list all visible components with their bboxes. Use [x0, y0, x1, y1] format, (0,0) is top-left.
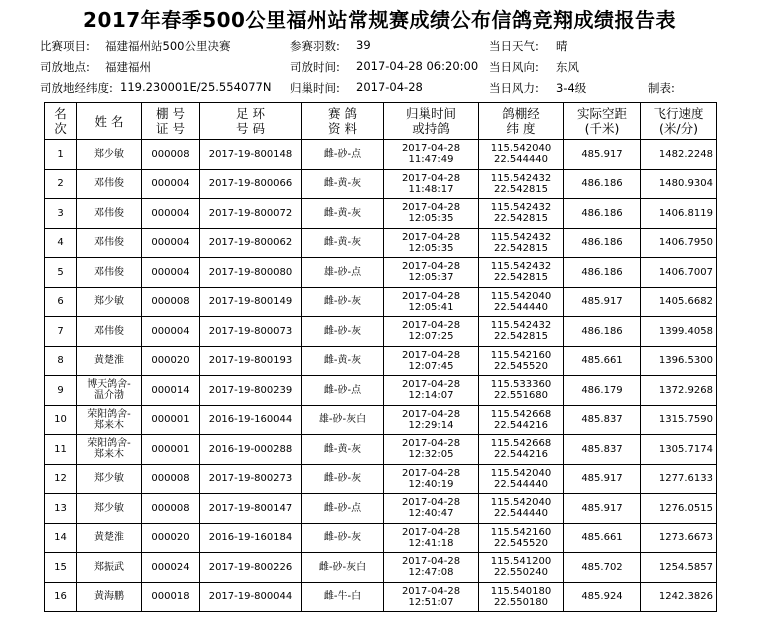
- col-header-name: 姓 名: [77, 103, 142, 140]
- table-row: [45, 346, 717, 376]
- speed-cell: 1273.6673: [641, 523, 717, 553]
- name-cell: 邓伟俊: [77, 169, 142, 199]
- table-row: [45, 494, 717, 524]
- col-header-cert: 棚 号 证 号: [142, 103, 200, 140]
- ring-cell: 2017-19-800148: [200, 140, 302, 170]
- table-row: [45, 376, 717, 406]
- speed-cell: 1315.7590: [641, 405, 717, 435]
- ring-cell: 2017-19-800149: [200, 287, 302, 317]
- ring-cell: 2017-19-800239: [200, 376, 302, 406]
- name-cell: 郑少敏: [77, 494, 142, 524]
- rank-cell: 13: [45, 494, 77, 524]
- rank-cell: 7: [45, 317, 77, 347]
- table-row: [45, 317, 717, 347]
- cert-cell: 000024: [142, 553, 200, 583]
- name-cell: 邓伟俊: [77, 258, 142, 288]
- name-cell: 郑少敏: [77, 140, 142, 170]
- weather-value: 晴: [556, 39, 568, 53]
- table-row: [45, 169, 717, 199]
- wind-force-label: 当日风力:: [489, 81, 539, 95]
- ring-cell: 2017-19-800226: [200, 553, 302, 583]
- race-info-row-1: [0, 36, 759, 57]
- pigeon-cell: 雄-砂-点: [302, 258, 384, 288]
- rank-cell: 10: [45, 405, 77, 435]
- release-coords-value: 119.230001E/25.554077N: [120, 80, 272, 94]
- pigeon-cell: 雄-砂-灰白: [302, 405, 384, 435]
- race-info-row-2: [0, 57, 759, 78]
- pigeon-cell: 雌-砂-点: [302, 376, 384, 406]
- speed-cell: 1254.5857: [641, 553, 717, 583]
- wind-direction-label: 当日风向:: [489, 60, 539, 74]
- race-info: [0, 36, 759, 99]
- rank-cell: 15: [45, 553, 77, 583]
- ring-cell: 2017-19-800080: [200, 258, 302, 288]
- distance-cell: 486.179: [564, 376, 641, 406]
- col-header-time: 归巢时间 或持鸽: [384, 103, 479, 140]
- pigeon-cell: 雌-砂-灰: [302, 317, 384, 347]
- speed-cell: 1406.8119: [641, 199, 717, 229]
- return-time-cell: 2017-04-28 12:07:25: [384, 317, 479, 347]
- speed-cell: 1406.7950: [641, 228, 717, 258]
- return-time-cell: 2017-04-28 11:48:17: [384, 169, 479, 199]
- ring-cell: 2016-19-160044: [200, 405, 302, 435]
- col-header-speed: 飞行速度 (米/分): [641, 103, 717, 140]
- col-header-pigeon: 赛 鸽 资 料: [302, 103, 384, 140]
- distance-cell: 486.186: [564, 228, 641, 258]
- ring-cell: 2017-19-800147: [200, 494, 302, 524]
- name-cell: 博天鸽舍- 温介渤: [77, 376, 142, 406]
- speed-cell: 1406.7007: [641, 258, 717, 288]
- cert-cell: 000014: [142, 376, 200, 406]
- rank-cell: 4: [45, 228, 77, 258]
- cert-cell: 000008: [142, 494, 200, 524]
- pigeon-cell: 雌-砂-点: [302, 140, 384, 170]
- cert-cell: 000008: [142, 140, 200, 170]
- report-title: 2017年春季500公里福州站常规赛成绩公布信鸽竞翔成绩报告表: [83, 8, 676, 32]
- cert-cell: 000001: [142, 435, 200, 465]
- speed-cell: 1396.5300: [641, 346, 717, 376]
- distance-cell: 485.661: [564, 523, 641, 553]
- return-time-cell: 2017-04-28 12:05:35: [384, 228, 479, 258]
- event-value: 福建福州站500公里决赛: [105, 39, 231, 53]
- name-cell: 郑少敏: [77, 287, 142, 317]
- distance-cell: 485.917: [564, 140, 641, 170]
- coord-cell: 115.542040 22.544440: [479, 494, 564, 524]
- name-cell: 郑少敏: [77, 464, 142, 494]
- cert-cell: 000008: [142, 287, 200, 317]
- distance-cell: 485.917: [564, 494, 641, 524]
- rank-cell: 12: [45, 464, 77, 494]
- pigeon-cell: 雌-黄-灰: [302, 199, 384, 229]
- coord-cell: 115.542432 22.542815: [479, 228, 564, 258]
- speed-cell: 1480.9304: [641, 169, 717, 199]
- rank-cell: 9: [45, 376, 77, 406]
- speed-cell: 1372.9268: [641, 376, 717, 406]
- release-place-value: 福建福州: [105, 60, 151, 74]
- release-coords-label: 司放地经纬度:: [40, 81, 113, 95]
- speed-cell: 1276.0515: [641, 494, 717, 524]
- speed-cell: 1399.4058: [641, 317, 717, 347]
- col-header-rank: 名 次: [45, 103, 77, 140]
- pigeon-cell: 雌-黄-灰: [302, 228, 384, 258]
- return-time-cell: 2017-04-28 12:29:14: [384, 405, 479, 435]
- return-time-cell: 2017-04-28 12:40:47: [384, 494, 479, 524]
- event-label: 比赛项目:: [40, 39, 90, 53]
- name-cell: 黄楚淮: [77, 346, 142, 376]
- cert-cell: 000004: [142, 169, 200, 199]
- distance-cell: 486.186: [564, 169, 641, 199]
- pigeon-cell: 雌-牛-白: [302, 582, 384, 612]
- name-cell: 邓伟俊: [77, 199, 142, 229]
- distance-cell: 485.661: [564, 346, 641, 376]
- wind-force-value: 3-4级: [556, 81, 587, 95]
- table-row: [45, 582, 717, 612]
- coord-cell: 115.542432 22.542815: [479, 199, 564, 229]
- table-row: [45, 199, 717, 229]
- coord-cell: 115.542432 22.542815: [479, 169, 564, 199]
- wind-direction-value: 东风: [556, 60, 579, 74]
- distance-cell: 485.702: [564, 553, 641, 583]
- rank-cell: 8: [45, 346, 77, 376]
- name-cell: 郑振武: [77, 553, 142, 583]
- coord-cell: 115.542160 22.545520: [479, 346, 564, 376]
- coord-cell: 115.542040 22.544440: [479, 140, 564, 170]
- table-row: [45, 228, 717, 258]
- coord-cell: 115.540180 22.550180: [479, 582, 564, 612]
- ring-cell: 2017-19-800193: [200, 346, 302, 376]
- cert-cell: 000020: [142, 523, 200, 553]
- rank-cell: 1: [45, 140, 77, 170]
- coord-cell: 115.542432 22.542815: [479, 258, 564, 288]
- table-row: [45, 258, 717, 288]
- coord-cell: 115.542040 22.544440: [479, 287, 564, 317]
- table-header-row: [45, 103, 717, 140]
- rank-cell: 5: [45, 258, 77, 288]
- return-time-cell: 2017-04-28 12:05:41: [384, 287, 479, 317]
- distance-cell: 485.924: [564, 582, 641, 612]
- col-header-ring: 足 环 号 码: [200, 103, 302, 140]
- pigeon-cell: 雌-黄-灰: [302, 346, 384, 376]
- rank-cell: 6: [45, 287, 77, 317]
- table-row: [45, 405, 717, 435]
- ring-cell: 2017-19-800066: [200, 169, 302, 199]
- return-time-cell: 2017-04-28 12:47:08: [384, 553, 479, 583]
- table-row: [45, 140, 717, 170]
- ring-cell: 2017-19-800073: [200, 317, 302, 347]
- coord-cell: 115.542160 22.545520: [479, 523, 564, 553]
- ring-cell: 2017-19-800044: [200, 582, 302, 612]
- return-time-cell: 2017-04-28 12:51:07: [384, 582, 479, 612]
- coord-cell: 115.542668 22.544216: [479, 435, 564, 465]
- speed-cell: 1277.6133: [641, 464, 717, 494]
- name-cell: 荣阳鸽舍- 郑来木: [77, 435, 142, 465]
- table-row: [45, 435, 717, 465]
- speed-cell: 1482.2248: [641, 140, 717, 170]
- return-time-cell: 2017-04-28 12:41:18: [384, 523, 479, 553]
- ring-cell: 2017-19-800062: [200, 228, 302, 258]
- distance-cell: 485.917: [564, 464, 641, 494]
- cert-cell: 000018: [142, 582, 200, 612]
- distance-cell: 485.837: [564, 435, 641, 465]
- return-time-cell: 2017-04-28 12:14:07: [384, 376, 479, 406]
- weather-label: 当日天气:: [489, 39, 539, 53]
- distance-cell: 485.837: [564, 405, 641, 435]
- pigeon-cell: 雌-砂-灰: [302, 287, 384, 317]
- cert-cell: 000004: [142, 228, 200, 258]
- ring-cell: 2016-19-000288: [200, 435, 302, 465]
- name-cell: 邓伟俊: [77, 317, 142, 347]
- return-time-cell: 2017-04-28 12:05:35: [384, 199, 479, 229]
- pigeon-cell: 雌-砂-灰白: [302, 553, 384, 583]
- pigeon-cell: 雌-砂-灰: [302, 523, 384, 553]
- speed-cell: 1242.3826: [641, 582, 717, 612]
- race-info-row-3: [0, 78, 759, 99]
- table-row: [45, 553, 717, 583]
- coord-cell: 115.542668 22.544216: [479, 405, 564, 435]
- table-row: [45, 464, 717, 494]
- ring-cell: 2017-19-800273: [200, 464, 302, 494]
- rank-cell: 11: [45, 435, 77, 465]
- distance-cell: 486.186: [564, 199, 641, 229]
- pigeon-cell: 雌-砂-点: [302, 494, 384, 524]
- pigeon-cell: 雌-砂-灰: [302, 464, 384, 494]
- release-time-value: 2017-04-28 06:20:00: [356, 59, 479, 73]
- col-header-coord: 鸽棚经 纬 度: [479, 103, 564, 140]
- rank-cell: 16: [45, 582, 77, 612]
- ring-cell: 2017-19-800072: [200, 199, 302, 229]
- rank-cell: 14: [45, 523, 77, 553]
- name-cell: 黄楚淮: [77, 523, 142, 553]
- cert-cell: 000020: [142, 346, 200, 376]
- coord-cell: 115.542432 22.542815: [479, 317, 564, 347]
- cert-cell: 000004: [142, 199, 200, 229]
- coord-cell: 115.541200 22.550240: [479, 553, 564, 583]
- name-cell: 邓伟俊: [77, 228, 142, 258]
- cert-cell: 000008: [142, 464, 200, 494]
- tabulator-label: 制表:: [648, 81, 675, 95]
- return-time-cell: 2017-04-28 12:32:05: [384, 435, 479, 465]
- cert-cell: 000004: [142, 317, 200, 347]
- cert-cell: 000001: [142, 405, 200, 435]
- distance-cell: 486.186: [564, 317, 641, 347]
- distance-cell: 485.917: [564, 287, 641, 317]
- name-cell: 黄海鹏: [77, 582, 142, 612]
- return-time-label: 归巢时间:: [290, 81, 340, 95]
- ring-cell: 2016-19-160184: [200, 523, 302, 553]
- return-time-cell: 2017-04-28 12:07:45: [384, 346, 479, 376]
- coord-cell: 115.542040 22.544440: [479, 464, 564, 494]
- distance-cell: 486.186: [564, 258, 641, 288]
- table-row: [45, 523, 717, 553]
- rank-cell: 3: [45, 199, 77, 229]
- results-table: [44, 102, 717, 612]
- entries-label: 参赛羽数:: [290, 39, 340, 53]
- speed-cell: 1305.7174: [641, 435, 717, 465]
- return-time-cell: 2017-04-28 12:05:37: [384, 258, 479, 288]
- cert-cell: 000004: [142, 258, 200, 288]
- entries-value: 39: [356, 38, 371, 52]
- table-row: [45, 287, 717, 317]
- return-time-value: 2017-04-28: [356, 80, 423, 94]
- coord-cell: 115.533360 22.551680: [479, 376, 564, 406]
- pigeon-cell: 雌-黄-灰: [302, 435, 384, 465]
- release-place-label: 司放地点:: [40, 60, 90, 74]
- return-time-cell: 2017-04-28 11:47:49: [384, 140, 479, 170]
- col-header-distance: 实际空距 (千米): [564, 103, 641, 140]
- name-cell: 荣阳鸽舍- 郑来木: [77, 405, 142, 435]
- rank-cell: 2: [45, 169, 77, 199]
- return-time-cell: 2017-04-28 12:40:19: [384, 464, 479, 494]
- release-time-label: 司放时间:: [290, 60, 340, 74]
- speed-cell: 1405.6682: [641, 287, 717, 317]
- pigeon-cell: 雌-黄-灰: [302, 169, 384, 199]
